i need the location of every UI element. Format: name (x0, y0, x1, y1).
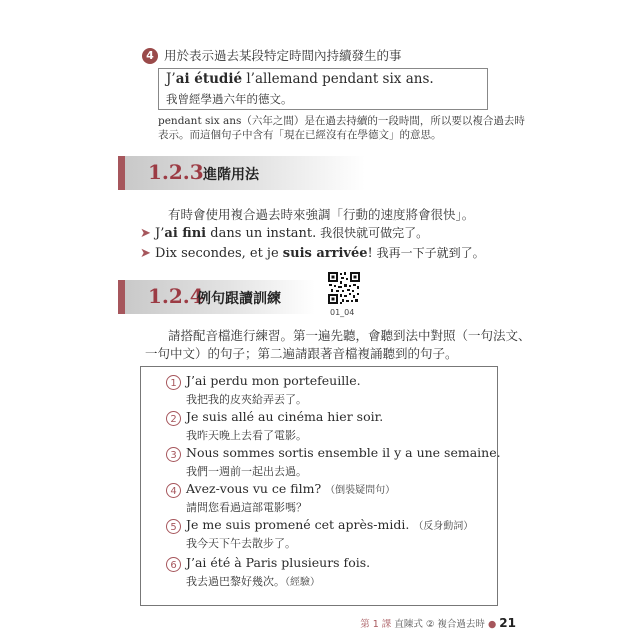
footer-lesson: 第 1 課 (360, 619, 392, 630)
explanation-line-2: 表示。而這個句子中含有「現在已經沒有在學德文」的意思。 (158, 129, 442, 141)
section-number: 1.2.3 (148, 160, 204, 184)
item-number: 4 (166, 483, 181, 498)
item-number: 6 (166, 557, 181, 572)
practice-chinese: 我們一週前一起出去過。 (186, 465, 307, 478)
footer-tense: 複合過去時 (437, 619, 485, 630)
arrow-icon: ➤ (140, 226, 151, 241)
section-intro-line-2: 一句中文）的句子；第二遍請跟著音檔複誦聽到的句子。 (145, 346, 458, 361)
page-number: 21 (499, 616, 516, 630)
bullet-item: ➤ Dix secondes, et je suis arrivée! 我再一下子就到了。 (140, 246, 485, 261)
item-number: 1 (166, 375, 181, 390)
section-accent-bar (118, 280, 125, 314)
item-number: 3 (166, 447, 181, 462)
page-footer (360, 616, 516, 630)
section-intro: 有時會使用複合過去時來強調「行動的速度將會很快」。 (168, 207, 475, 222)
practice-chinese: 請問您看過這部電影嗎？ (186, 501, 307, 514)
grammar-note: （反身動詞） (413, 521, 474, 532)
audio-track-label: 01_04 (330, 308, 355, 317)
grammar-note: （倒裝疑問句） (325, 485, 396, 496)
bullet-item: ➤ J’ai fini dans un instant. 我很快就可做完了。 (140, 226, 429, 241)
section-number: 1.2.4 (148, 284, 204, 308)
example-chinese: 我曾經學過六年的德文。 (166, 92, 293, 106)
practice-chinese: 我今天下午去散步了。 (186, 537, 296, 550)
item-number: 2 (166, 411, 181, 426)
practice-french: Avez-vous vu ce film? （倒裝疑問句） (186, 481, 396, 496)
qr-code-icon[interactable] (327, 271, 361, 305)
section-title: 例句跟讀訓練 (197, 291, 281, 307)
footer-num: ② (425, 619, 435, 630)
footer-mood: 直陳式 (394, 619, 423, 630)
point-title: 用於表示過去某段特定時間內持續發生的事 (164, 48, 402, 63)
practice-chinese: 我昨天晚上去看了電影。 (186, 429, 307, 442)
section-intro-line-1: 請搭配音檔進行練習。第一遍先聽，會聽到法中對照（一句法文、 (168, 328, 531, 343)
section-title: 進階用法 (203, 167, 259, 183)
practice-french: J’ai été à Paris plusieurs fois. (186, 555, 371, 570)
point-number-badge: 4 (142, 48, 158, 64)
example-french: J’ai étudié l’allemand pendant six ans. (166, 71, 434, 87)
explanation-line-1: pendant six ans（六年之間）是在過去持續的一段時間，所以要以複合過去時 (158, 115, 525, 127)
arrow-icon: ➤ (140, 246, 151, 261)
practice-french: Je suis allé au cinéma hier soir. (186, 409, 384, 424)
footer-dot: ● (487, 619, 497, 630)
item-number: 5 (166, 519, 181, 534)
practice-chinese: 我去過巴黎好幾次。（經驗） (186, 575, 320, 588)
practice-french: J’ai perdu mon portefeuille. (186, 373, 361, 388)
practice-french: Nous sommes sortis ensemble il y a une semaine. (186, 445, 501, 460)
practice-chinese: 我把我的皮夾給弄丟了。 (186, 393, 307, 406)
practice-french: Je me suis promené cet après-midi. （反身動詞） (186, 517, 474, 532)
section-accent-bar (118, 156, 125, 190)
grammar-note: （經驗） (285, 577, 320, 588)
